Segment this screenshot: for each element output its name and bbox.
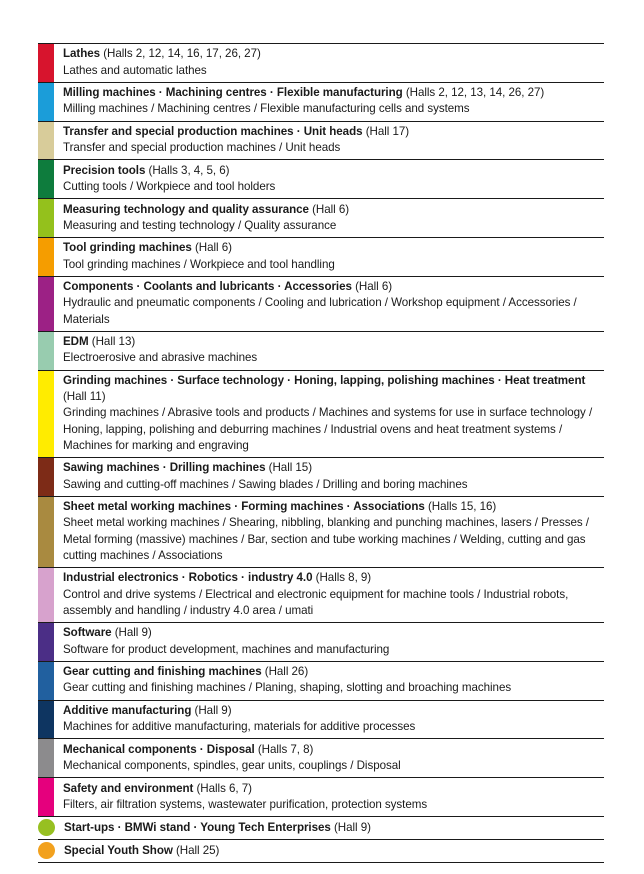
legend-row-precision-tools [38,159,604,198]
category-title: Start-ups · BMWi stand · Young Tech Enterprises [64,820,331,834]
category-text [54,568,604,622]
category-text [54,458,604,496]
category-description: Gear cutting and finishing machines / Planing, shaping, slotting and broaching machines [63,681,512,695]
category-halls: (Halls 8, 9) [315,571,372,585]
category-text [54,160,604,198]
legend-row-startups [38,816,604,839]
category-halls: (Hall 26) [264,665,309,679]
category-description: Tool grinding machines / Workpiece and tool handling [63,257,335,271]
category-halls: (Halls 15, 16) [427,500,497,514]
category-title: Sheet metal working machines · Forming machines · Associations [63,500,425,514]
category-text [54,497,604,567]
legend-row-edm [38,331,604,370]
category-description: Measuring and testing technology / Quality assurance [63,218,337,232]
category-text [54,238,604,276]
category-text [54,199,604,237]
category-halls: (Hall 6) [355,280,393,294]
legend-row-gear-cutting [38,661,604,700]
category-title: Gear cutting and finishing machines [63,665,262,679]
category-title: Special Youth Show [64,843,173,857]
category-halls: (Hall 9) [333,820,371,834]
category-description: Machines for additive manufacturing, materials for additive processes [63,720,416,734]
category-title: Transfer and special production machines · Unit heads [63,124,363,138]
legend-row-grinding-machines [38,370,604,457]
category-title: Precision tools [63,163,146,177]
category-description: Transfer and special production machines / Unit heads [63,141,341,155]
legend-row-special-youth-show [38,839,604,862]
category-title: Industrial electronics · Robotics · industry 4.0 [63,571,313,585]
category-title: EDM [63,335,89,349]
category-description: Lathes and automatic lathes [63,63,207,77]
category-description: Filters, air filtration systems, wastewater purification, protection systems [63,797,428,811]
category-title: Software [63,626,112,640]
category-title: Sawing machines · Drilling machines [63,461,266,475]
category-text [54,662,604,700]
category-title: Tool grinding machines [63,241,192,255]
color-swatch-tool-grinding [38,238,54,276]
legend-row-safety-environment [38,777,604,816]
color-swatch-additive-manufacturing [38,701,54,739]
category-description: Milling machines / Machining centres / Flexible manufacturing cells and systems [63,102,470,116]
category-text [54,277,604,331]
category-text [55,820,604,836]
category-halls: (Hall 9) [114,626,152,640]
color-swatch-transfer-machines [38,122,54,160]
color-swatch-industrial-electronics [38,568,54,622]
legend-row-measuring-technology [38,198,604,237]
color-swatch-sheet-metal [38,497,54,567]
category-description: Electroerosive and abrasive machines [63,351,258,365]
category-text [54,778,604,816]
category-text [55,843,604,859]
category-text [54,739,604,777]
category-description: Sheet metal working machines / Shearing, nibbling, blanking and punching machines, lasers / Presses / Metal forming (massive) machines / Bar, section and tube working machines / Welding, cutting and gas cutting machines / Associations [63,516,589,562]
color-swatch-measuring-technology [38,199,54,237]
color-swatch-precision-tools [38,160,54,198]
color-swatch-software [38,623,54,661]
legend-row-components-coolants [38,276,604,331]
color-swatch-edm [38,332,54,370]
category-halls: (Hall 11) [63,390,106,404]
legend-row-transfer-machines [38,121,604,160]
category-halls: (Hall 13) [91,335,136,349]
category-title: Mechanical components · Disposal [63,742,255,756]
category-text [54,371,604,457]
category-text [54,83,604,121]
category-halls: (Halls 2, 12, 13, 14, 26, 27) [405,86,545,100]
category-title: Safety and environment [63,781,194,795]
category-description: Software for product development, machines and manufacturing [63,642,390,656]
category-description: Mechanical components, spindles, gear units, couplings / Disposal [63,758,401,772]
color-swatch-sawing-machines [38,458,54,496]
category-description: Cutting tools / Workpiece and tool holders [63,179,276,193]
category-title: Components · Coolants and lubricants · Accessories [63,280,352,294]
category-halls: (Halls 2, 12, 14, 16, 17, 26, 27) [103,47,261,61]
color-swatch-milling-machines [38,83,54,121]
category-halls: (Hall 25) [176,843,220,857]
legend-row-sawing-machines [38,457,604,496]
legend-row-milling-machines [38,82,604,121]
color-dot-special-youth-show [38,842,55,859]
category-text [54,623,604,661]
color-swatch-gear-cutting [38,662,54,700]
category-description: Grinding machines / Abrasive tools and products / Machines and systems for use in surface technology / Honing, lapping, polishing and deburring machines / Industrial ovens and heat treatment systems / Machines for marking and engraving [63,406,593,452]
legend-row-tool-grinding [38,237,604,276]
category-description: Sawing and cutting-off machines / Sawing blades / Drilling and boring machines [63,477,468,491]
category-text [54,44,604,82]
category-title: Measuring technology and quality assurance [63,202,309,216]
category-title: Grinding machines · Surface technology · Honing, lapping, polishing machines · Heat treatment [63,373,586,387]
color-swatch-lathes [38,44,54,82]
category-description: Hydraulic and pneumatic components / Cooling and lubrication / Workshop equipment / Accessories / Materials [63,296,577,326]
category-text [54,332,604,370]
category-halls: (Hall 17) [365,124,410,138]
color-swatch-grinding-machines [38,371,54,457]
category-halls: (Hall 15) [268,461,313,475]
legend-row-lathes [38,43,604,82]
category-title: Additive manufacturing [63,703,192,717]
category-halls: (Hall 9) [194,703,232,717]
legend-row-sheet-metal [38,496,604,567]
color-dot-startups [38,819,55,836]
color-swatch-components-coolants [38,277,54,331]
legend-row-mechanical-components [38,738,604,777]
hall-plan-legend [38,43,604,863]
category-description: Control and drive systems / Electrical and electronic equipment for machine tools / Industrial robots, assembly and handling / industry 4.0 area / umati [63,587,569,617]
category-halls: (Halls 3, 4, 5, 6) [148,163,230,177]
category-text [54,701,604,739]
category-halls: (Halls 6, 7) [196,781,252,795]
category-halls: (Halls 7, 8) [257,742,314,756]
legend-row-additive-manufacturing [38,700,604,739]
category-title: Milling machines · Machining centres · Flexible manufacturing [63,86,403,100]
color-swatch-safety-environment [38,778,54,816]
category-halls: (Hall 6) [312,202,350,216]
category-halls: (Hall 6) [194,241,232,255]
category-text [54,122,604,160]
color-swatch-mechanical-components [38,739,54,777]
legend-row-software [38,622,604,661]
legend-row-industrial-electronics [38,567,604,622]
category-title: Lathes [63,47,101,61]
